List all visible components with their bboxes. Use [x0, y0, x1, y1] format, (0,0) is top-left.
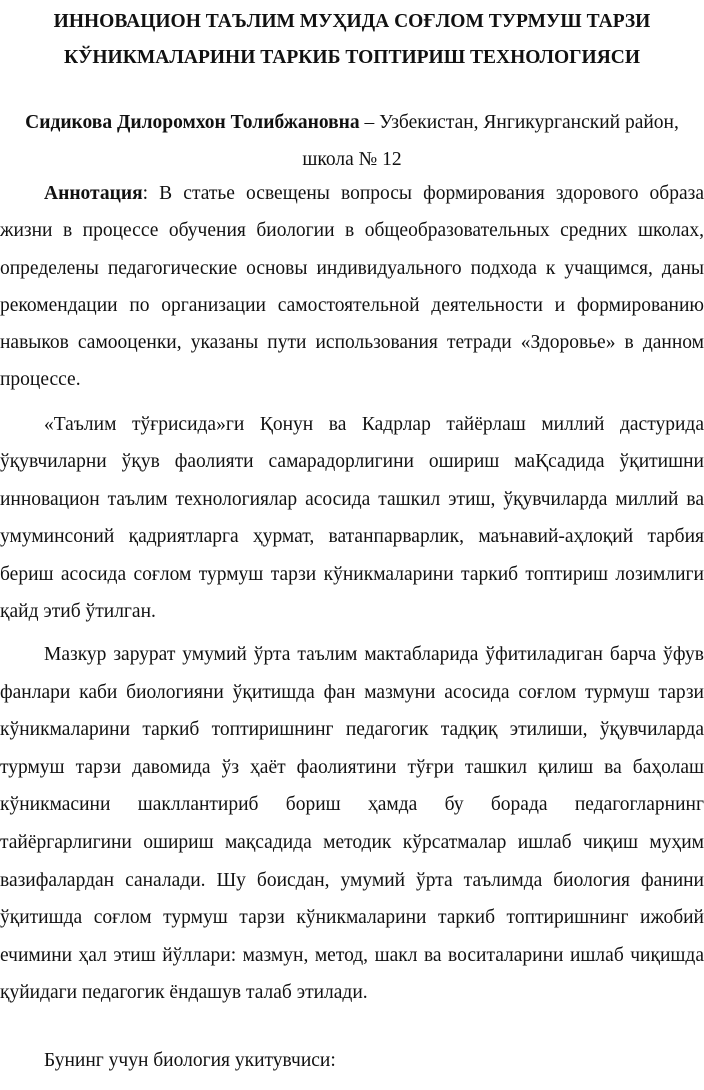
body-paragraph-1: «Таълим тўғрисида»ги Қонун ва Кадрлар тайёрлаш миллий дастурида ўқувчиларни ўқув фаолияти самарадорлигини ошириш маҚсадида ўқитишни инновацион таълим технологиялар асосида ташкил этиш, ўқувчиларда миллий ва умуминсоний қадриятларга ҳурмат, ватанпарварлик, маънавий-аҳлоқий тарбия бериш асосида соғлом турмуш тарзи кўникмаларини таркиб топтириш лозимлиги қайд этиб ўтилган.	[0, 414, 704, 623]
abstract-label: Аннотация	[44, 183, 143, 204]
body-paragraph-3: Бунинг учун биология укитувчиси:	[44, 1050, 336, 1071]
paper-title: ИННОВАЦИОН ТАЪЛИМ МУҲИДА СОҒЛОМ ТУРМУШ ТАРЗИ КЎНИКМАЛАРИНИ ТАРКИБ ТОПТИРИШ ТЕХНОЛОГИЯСИ	[53, 11, 651, 68]
abstract-paragraph	[0, 175, 704, 399]
author-line	[0, 104, 704, 178]
author-affiliation: – Узбекистан, Янгикурганский район, школа № 12	[302, 112, 679, 170]
body-paragraph-2: Мазкур зарурат умумий ўрта таълим мактабларида ўфитиладиган барча ўфув фанлари каби биологияни ўқитишда фан мазмуни асосида соғлом турмуш тарзи кўникмаларини таркиб топтиришнинг педагогик тадқиқ этилиши, ўқувчиларда турмуш тарзи давомида ўз ҳаёт фаолиятини тўғри ташкил қилиш ва баҳолаш кўникмасини шакллантириб бориш ҳамда бу борада педагогларнинг тайёргарлигини ошириш мақсадида методик кўрсатмалар ишлаб чиқиш муҳим вазифалардан саналади. Шу боисдан, умумий ўрта таълимда биология фанини ўқитишда соғлом турмуш тарзи кўникмаларини таркиб топтиришнинг ижобий ечимини ҳал этиш йўллари: мазмун, метод, шакл ва воситаларини ишлаб чиқишда қуйидаги педагогик ёндашув талаб этилади.	[0, 644, 704, 1004]
abstract-text: : В статье освещены вопросы формирования здорового образа жизни в процессе обучения биологии в общеобразовательных средних школах, определены педагогические основы индивидуального подхода к учащимся, даны рекомендации по организации самостоятельной деятельности и формированию навыков самооценки, указаны пути использования тетради «Здоровье» в данном процессе.	[0, 183, 704, 391]
author-name: Сидикова Дилоромхон Толибжановна	[25, 112, 360, 133]
